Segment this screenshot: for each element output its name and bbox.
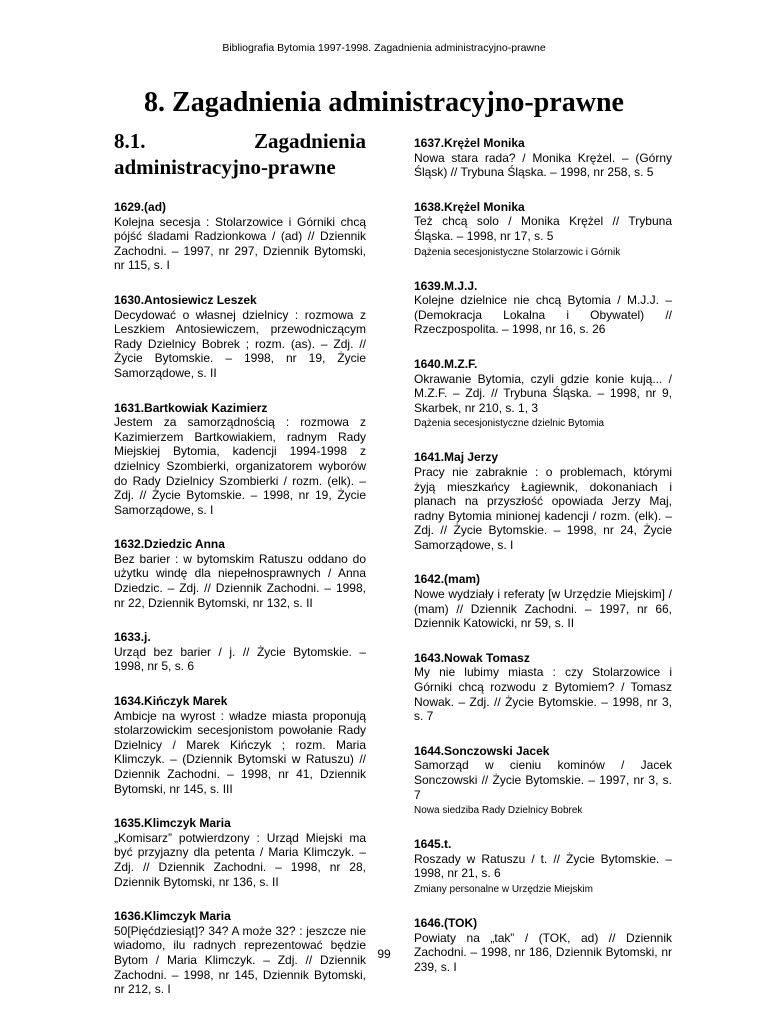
bibliography-entry — [414, 279, 672, 337]
entry-heading: 1629.(ad) — [114, 200, 167, 214]
entry-description: Pracy nie zabraknie : o problemach, którymi żyją mieszkańcy Łagiewnik, dokonaniach i planach na przyszłość opowiada Jerzy Maj, radny Bytomia minionej kadencji / rozm. (elk). – Zdj. // Życie Bytomskie. – 1998, nr 24, Życie Samorządowe, s. I — [414, 464, 672, 552]
entry-annotation: Nowa siedziba Rady Dzielnicy Bobrek — [414, 805, 583, 817]
left-column — [114, 128, 366, 1017]
right-column — [414, 136, 672, 994]
bibliography-entry — [114, 694, 366, 796]
entry-heading: 1644.Sonczowski Jacek — [414, 743, 550, 758]
entry-heading: 1640.M.Z.F. — [414, 356, 478, 371]
left-entries-list — [114, 200, 366, 997]
bibliography-entry — [414, 357, 672, 430]
entry-description: Nowe wydziały i referaty [w Urzędzie Miejskim] / (mam) // Dziennik Zachodni. – 1997, nr 66, Dziennik Katowicki, nr 59, s. II — [414, 587, 672, 631]
bibliography-entry — [114, 630, 366, 674]
bibliography-entry — [414, 916, 672, 974]
entry-heading: 1630.Antosiewicz Leszek — [114, 292, 257, 307]
entry-heading: 1633.j. — [114, 630, 151, 645]
bibliography-entry — [414, 744, 672, 817]
right-entries-list — [414, 136, 672, 974]
entry-description: Też chcą solo / Monika Krężel // Trybuna Śląska. – 1998, nr 17, s. 5 — [414, 214, 672, 243]
entry-description: Ambicje na wyrost : władze miasta proponują stolarzowickim secesjonistom powołanie Rady Dzielnicy / Marek Kińczyk ; rozm. Maria Klimczyk. – (Dziennik Bytomski w Ratuszu) // Dziennik Zachodni. – 1998, nr 41, Dziennik Bytomski, nr 145, s. III — [114, 708, 366, 796]
entry-annotation: Dążenia secesjonistyczne Stolarzowic i Górnik — [414, 246, 621, 258]
entry-heading: 1631.Bartkowiak Kazimierz — [114, 400, 268, 415]
entry-description: Nowa stara rada? / Monika Krężel. – (Górny Śląsk) // Trybuna Śląska. – 1998, nr 258, s. 5 — [414, 150, 672, 180]
entry-heading: 1636.Klimczyk Maria — [114, 909, 231, 924]
bibliography-entry — [414, 837, 672, 896]
entry-heading: 1643.Nowak Tomasz — [414, 650, 530, 665]
entry-description: Powiaty na „tak” / (TOK, ad) // Dziennik Zachodni. – 1998, nr 186, Dziennik Bytomski, nr 239, s. I — [414, 930, 672, 974]
entry-description: Urząd bez barier / j. // Życie Bytomskie. – 1998, nr 5, s. 6 — [114, 644, 366, 674]
bibliography-entry — [114, 200, 366, 273]
entry-heading: 1632.Dziedzic Anna — [114, 537, 225, 552]
entry-description: Kolejne dzielnice nie chcą Bytomia / M.J.J. – (Demokracja Lokalna i Obywatel) // Rzeczpospolita. – 1998, nr 16, s. 26 — [414, 293, 672, 337]
bibliography-entry — [414, 136, 672, 180]
page-number: 99 — [377, 947, 391, 961]
bibliography-entry — [114, 537, 366, 610]
bibliography-entry — [414, 572, 672, 630]
bibliography-entry — [114, 401, 366, 518]
bibliography-entry — [414, 450, 672, 552]
entry-heading: 1641.Maj Jerzy — [414, 450, 499, 465]
entry-heading: 1637.Krężel Monika — [414, 136, 525, 150]
entry-heading: 1638.Krężel Monika — [414, 199, 525, 214]
entry-description: Samorząd w cieniu kominów / Jacek Sonczowski // Życie Bytomskie. – 1997, nr 3, s. 7 — [414, 758, 672, 802]
entry-description: Bez barier : w bytomskim Ratuszu oddano do użytku windę dla niepełnosprawnych / Anna Dziedzic. – Zdj. // Dziennik Zachodni. – 1998, nr 22, Dziennik Bytomski, nr 132, s. II — [114, 551, 366, 610]
entry-heading: 1639.M.J.J. — [414, 278, 478, 293]
entry-annotation: Dążenia secesjonistyczne dzielnic Bytomia — [414, 418, 605, 430]
entry-heading: 1634.Kińczyk Marek — [114, 694, 228, 709]
entry-description: Decydować o własnej dzielnicy : rozmowa z Leszkiem Antosiewiczem, przewodniczącym Rady Dzielnicy Bobrek ; rozm. (as). – Zdj. // Życie Bytomskie. – 1998, nr 19, Życie Samorządowe, s. II — [114, 307, 366, 380]
chapter-title: 8. Zagadnienia administracyjno-prawne — [144, 87, 624, 118]
running-header: Bibliografia Bytomia 1997-1998. Zagadnienia administracyjno-prawne — [222, 42, 546, 54]
entry-heading: 1646.(TOK) — [414, 915, 478, 930]
entry-description: My nie lubimy miasta : czy Stolarzowice i Górniki chcą rozwodu z Bytomiem? / Tomasz Nowak. – Zdj. // Życie Bytomskie. – 1998, nr 3, s. 7 — [414, 665, 672, 724]
entry-description: „Komisarz” potwierdzony : Urząd Miejski ma być przyjazny dla petenta / Maria Klimczyk. – Zdj. // Dziennik Zachodni. – 1998, nr 28, Dziennik Bytomski, nr 136, s. II — [114, 830, 366, 889]
bibliography-entry — [114, 293, 366, 381]
entry-description: 50[Pięćdziesiąt]? 34? A może 32? : jeszcze nie wiadomo, ilu radnych reprezentować będzie Bytom / Maria Klimczyk. – Zdj. // Dziennik Zachodni. – 1998, nr 145, Dziennik Bytomski, nr 212, s. I — [114, 923, 366, 997]
entry-heading: 1642.(mam) — [414, 572, 481, 587]
entry-heading: 1645.t. — [414, 837, 452, 852]
bibliography-entry — [414, 651, 672, 724]
bibliography-entry — [114, 816, 366, 889]
entry-heading: 1635.Klimczyk Maria — [114, 816, 231, 831]
section-heading: 8.1. Zagadnienia administracyjno-prawne — [114, 129, 366, 179]
entry-description: Okrawanie Bytomia, czyli gdzie konie kują... / M.Z.F. – Zdj. // Trybuna Śląska. – 1998, nr 9, Skarbek, nr 210, s. 1, 3 — [414, 371, 672, 415]
entry-description: Jestem za samorządnością : rozmowa z Kazimierzem Bartkowiakiem, radnym Rady Miejskiej Bytomia, kadencji 1994-1998 z dzielnicy Szombierki, organizatorem wyborów do Rady Dzielnicy Szombierki / rozm. (elk). – Zdj. // Życie Bytomskie. – 1998, nr 19, Życie Samorządowe, s. I — [114, 415, 366, 517]
bibliography-entry — [414, 200, 672, 259]
entry-description: Kolejna secesja : Stolarzowice i Górniki chcą pójść śladami Radzionkowa / (ad) // Dziennik Zachodni. – 1997, nr 297, Dziennik Bytomski, nr 115, s. I — [114, 214, 366, 273]
entry-annotation: Zmiany personalne w Urzędzie Miejskim — [414, 883, 593, 895]
entry-description: Roszady w Ratuszu / t. // Życie Bytomskie. – 1998, nr 21, s. 6 — [414, 851, 672, 881]
